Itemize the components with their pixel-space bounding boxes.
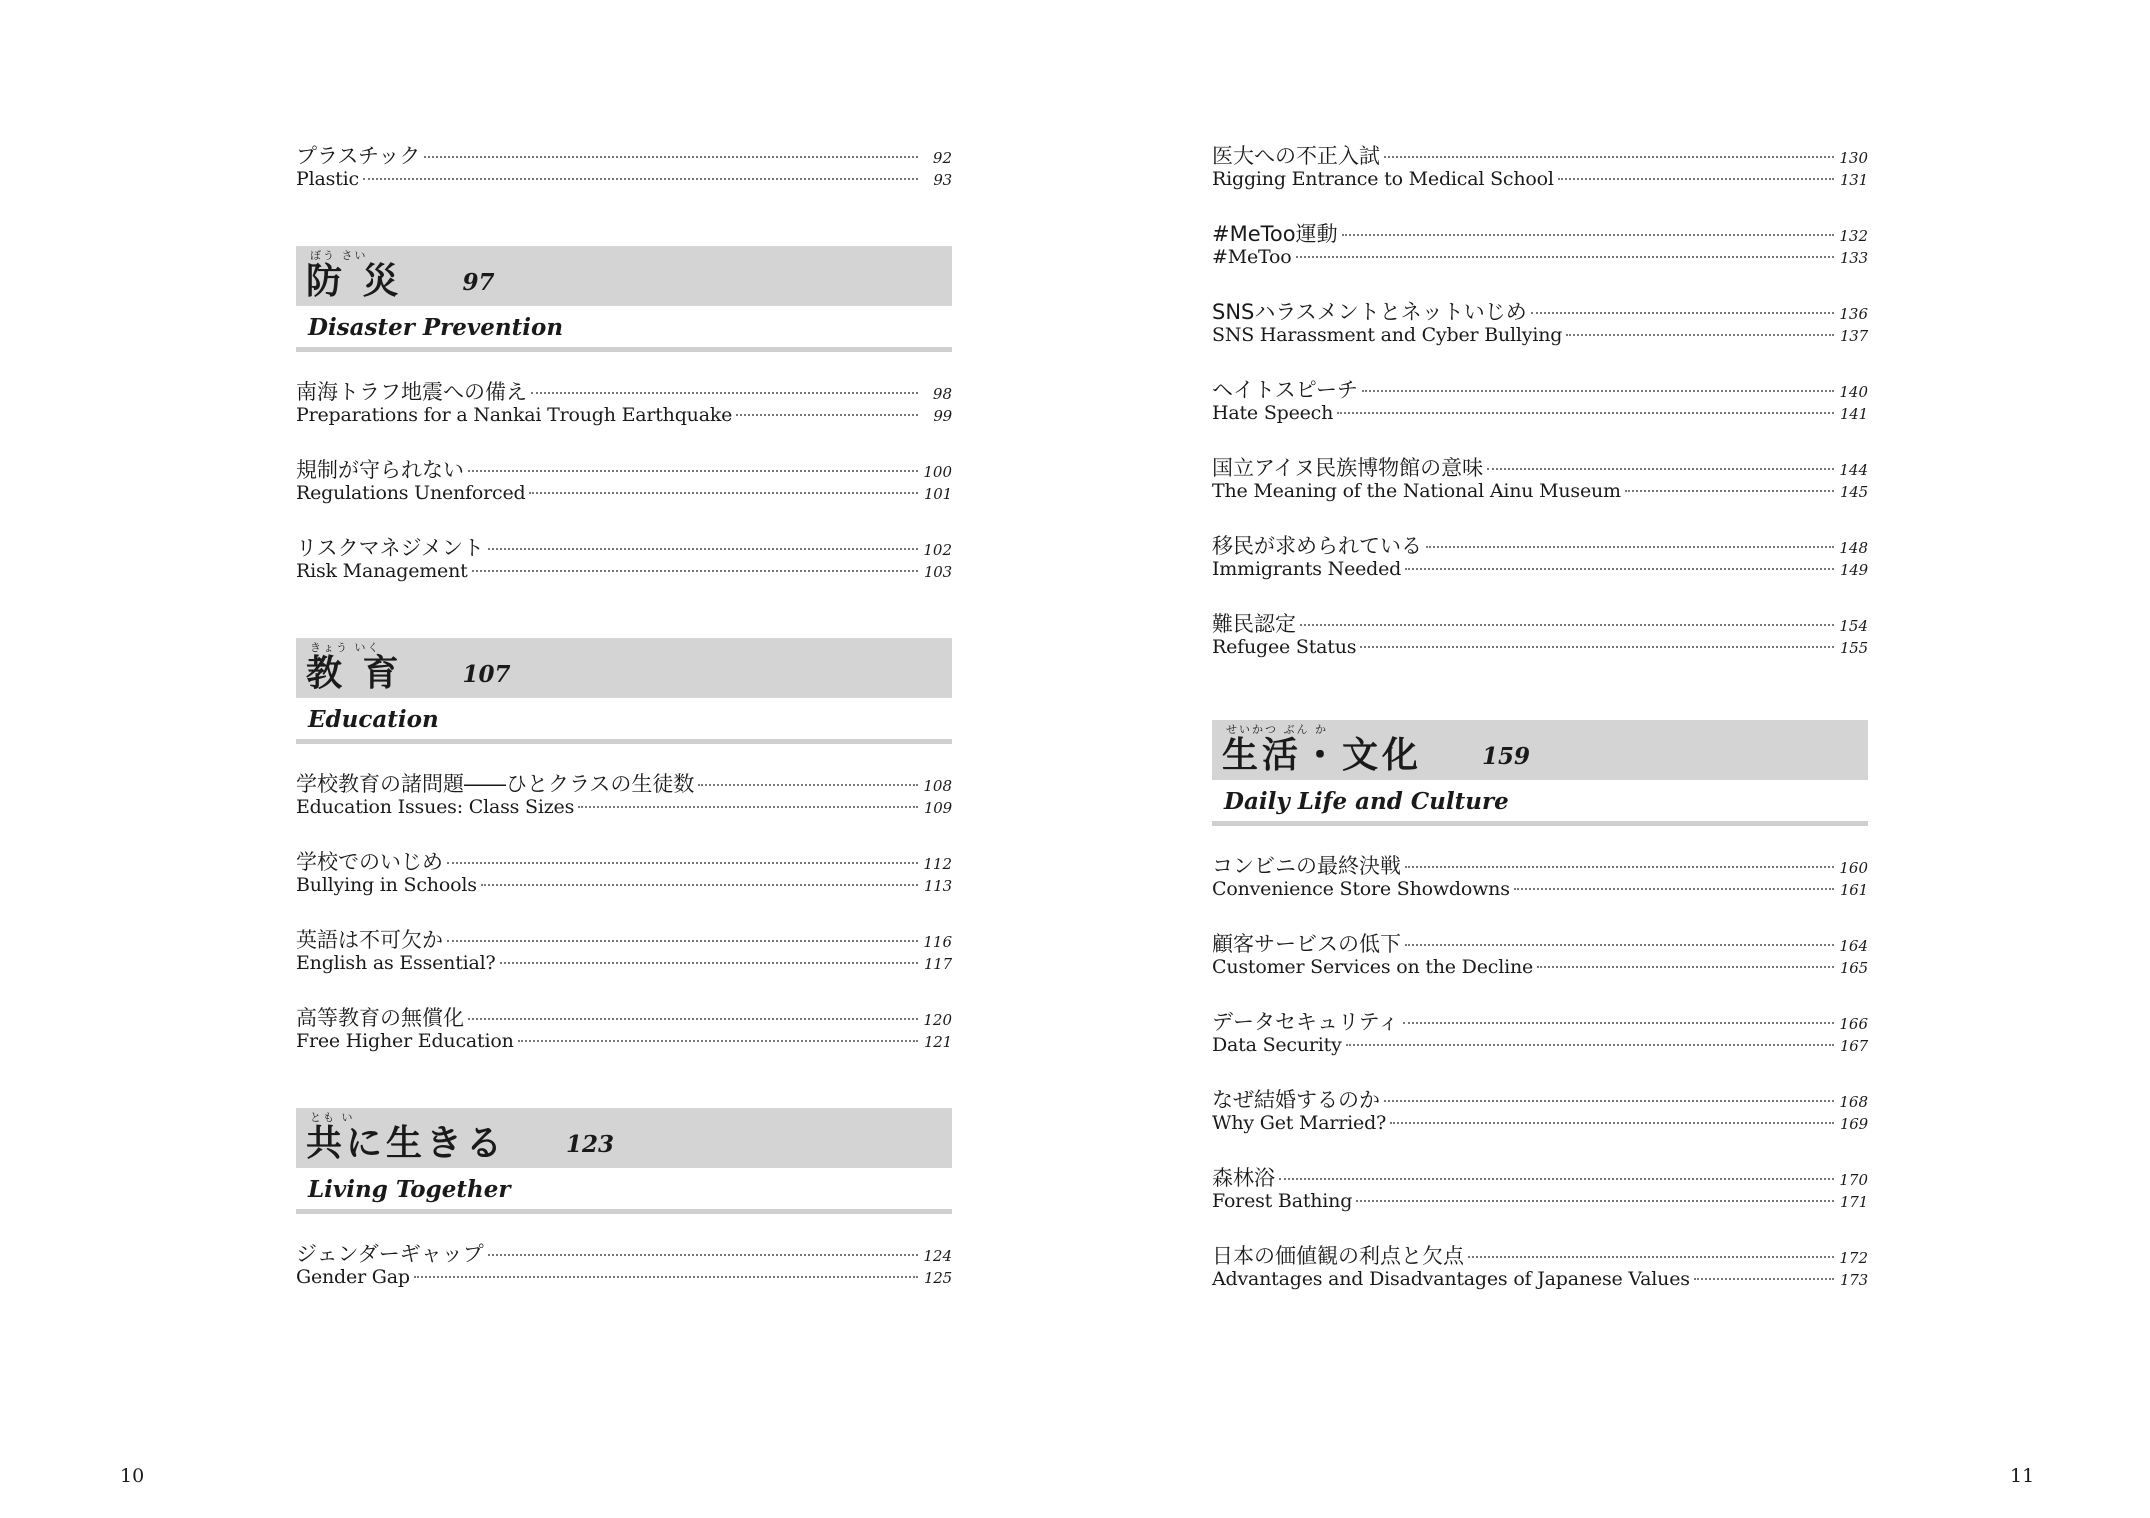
toc-line-en[interactable] [1212, 402, 1868, 430]
toc-title-en: SNS Harassment and Cyber Bullying [1212, 324, 1563, 346]
toc-entry [1212, 928, 1868, 984]
toc-line-en[interactable] [1212, 636, 1868, 664]
toc-title-en: Rigging Entrance to Medical School [1212, 168, 1554, 190]
section-header [296, 638, 952, 698]
dot-leader [698, 784, 918, 786]
toc-line-en[interactable] [1212, 558, 1868, 586]
toc-title-jp: 森林浴 [1212, 1166, 1275, 1190]
toc-page-number: 100 [923, 463, 952, 481]
dot-leader [1537, 966, 1834, 968]
dot-leader [529, 492, 918, 494]
toc-entry [296, 1238, 952, 1294]
toc-line-jp[interactable] [296, 846, 952, 874]
toc-entry [1212, 452, 1868, 508]
toc-line-en[interactable] [1212, 956, 1868, 984]
toc-title-en: Plastic [296, 168, 359, 190]
toc-entry [1212, 1006, 1868, 1062]
toc-title-jp: リスクマネジメント [296, 536, 484, 560]
section-furigana: ぼう さい [310, 249, 368, 262]
toc-section [1212, 720, 1868, 1296]
toc-title-jp: なぜ結婚するのか [1212, 1088, 1380, 1112]
dot-leader [1342, 234, 1834, 236]
toc-page-number: 171 [1839, 1193, 1868, 1211]
toc-title-jp: 高等教育の無償化 [296, 1006, 464, 1030]
toc-title-en: #MeToo [1212, 246, 1292, 268]
section-title-jp: 共に生きる [306, 1123, 507, 1164]
toc-title-jp: 移民が求められている [1212, 534, 1422, 558]
toc-line-en[interactable] [1212, 1268, 1868, 1296]
toc-title-en: Immigrants Needed [1212, 558, 1402, 580]
toc-title-jp: 英語は不可欠か [296, 928, 443, 952]
dot-leader [472, 570, 918, 572]
dot-leader [500, 962, 918, 964]
dot-leader [481, 884, 918, 886]
toc-line-en[interactable] [296, 1030, 952, 1058]
toc-line-en[interactable] [296, 168, 952, 196]
toc-entry [296, 454, 952, 510]
toc-title-en: Education Issues: Class Sizes [296, 796, 575, 818]
toc-entry [296, 532, 952, 588]
toc-title-en: Gender Gap [296, 1266, 410, 1288]
toc-page-number: 160 [1839, 859, 1868, 877]
toc-title-en: Bullying in Schools [296, 874, 477, 896]
toc-title-jp: ヘイトスピーチ [1212, 378, 1358, 402]
toc-title-jp: 学校教育の諸問題――ひとクラスの生徒数 [296, 772, 695, 796]
toc-entry [1212, 608, 1868, 664]
toc-entry [1212, 850, 1868, 906]
toc-title-jp: SNSハラスメントとネットいじめ [1212, 300, 1527, 324]
toc-page-number: 144 [1839, 461, 1868, 479]
toc-title-en: English as Essential? [296, 952, 496, 974]
toc-line-en[interactable] [296, 560, 952, 588]
left-page-toc [296, 140, 952, 1318]
toc-page-number: 103 [923, 563, 952, 581]
toc-page-number: 165 [1839, 959, 1868, 977]
dot-leader [414, 1276, 918, 1278]
toc-page-number: 149 [1839, 561, 1868, 579]
dot-leader [1405, 944, 1834, 946]
toc-line-jp[interactable] [1212, 608, 1868, 636]
toc-line-en[interactable] [1212, 168, 1868, 196]
toc-page-number: 168 [1839, 1093, 1868, 1111]
dot-leader [1384, 156, 1834, 158]
toc-line-en[interactable] [296, 404, 952, 432]
toc-title-en: Advantages and Disadvantages of Japanese Values [1212, 1268, 1690, 1290]
toc-line-en[interactable] [296, 952, 952, 980]
toc-page-number: 132 [1839, 227, 1868, 245]
dot-leader [1694, 1278, 1834, 1280]
toc-line-jp[interactable] [296, 376, 952, 404]
section-header [296, 1108, 952, 1168]
dot-leader [1296, 256, 1835, 258]
toc-line-jp[interactable] [1212, 1162, 1868, 1190]
toc-entry [1212, 374, 1868, 430]
dot-leader [447, 862, 918, 864]
toc-line-en[interactable] [296, 874, 952, 902]
toc-page-number: 155 [1839, 639, 1868, 657]
dot-leader [1405, 866, 1834, 868]
toc-entry [296, 924, 952, 980]
dot-leader [1468, 1256, 1834, 1258]
toc-page-number: 117 [923, 955, 952, 973]
dot-leader [1426, 546, 1834, 548]
toc-title-jp: 南海トラフ地震への備え [296, 380, 527, 404]
toc-line-jp[interactable] [1212, 1006, 1868, 1034]
toc-entry [1212, 530, 1868, 586]
toc-page-number: 109 [923, 799, 952, 817]
toc-line-jp[interactable] [296, 454, 952, 482]
toc-page-number: 130 [1839, 149, 1868, 167]
toc-line-jp[interactable] [1212, 850, 1868, 878]
toc-line-jp[interactable] [1212, 140, 1868, 168]
toc-entry [1212, 1162, 1868, 1218]
toc-page-number: 164 [1839, 937, 1868, 955]
toc-title-en: Customer Services on the Decline [1212, 956, 1534, 978]
toc-page-number: 116 [923, 933, 952, 951]
toc-title-jp: 国立アイヌ民族博物館の意味 [1212, 456, 1484, 480]
section-page-number: 107 [462, 661, 511, 688]
toc-page-number: 137 [1839, 327, 1868, 345]
toc-line-en[interactable] [1212, 1190, 1868, 1218]
toc-line-jp[interactable] [1212, 452, 1868, 480]
toc-title-en: Why Get Married? [1212, 1112, 1387, 1134]
toc-page-number: 166 [1839, 1015, 1868, 1033]
toc-entry [1212, 218, 1868, 274]
toc-line-en[interactable] [296, 482, 952, 510]
toc-line-en[interactable] [296, 1266, 952, 1294]
toc-title-jp: 日本の価値観の利点と欠点 [1212, 1244, 1464, 1268]
toc-title-en: Free Higher Education [296, 1030, 514, 1052]
toc-page-number: 140 [1839, 383, 1868, 401]
toc-page-number: 167 [1839, 1037, 1868, 1055]
toc-entry [1212, 1240, 1868, 1296]
toc-page-number: 172 [1839, 1249, 1868, 1267]
dot-leader [578, 806, 918, 808]
toc-title-en: Risk Management [296, 560, 468, 582]
toc-line-jp[interactable] [1212, 1084, 1868, 1112]
toc-line-jp[interactable] [296, 1238, 952, 1266]
toc-entry [296, 1002, 952, 1058]
toc-title-jp: データセキュリティ [1212, 1010, 1399, 1034]
toc-title-jp: プラスチック [296, 144, 421, 168]
toc-title-jp: 医大への不正入試 [1212, 144, 1380, 168]
dot-leader [1360, 646, 1834, 648]
toc-page-number: 113 [923, 877, 952, 895]
dot-leader [488, 1254, 918, 1256]
toc-page-number: 136 [1839, 305, 1868, 323]
toc-line-en[interactable] [1212, 324, 1868, 352]
page-number-right: 11 [2010, 1465, 2035, 1487]
toc-entry [296, 140, 952, 196]
toc-title-en: Forest Bathing [1212, 1190, 1353, 1212]
toc-title-en: Refugee Status [1212, 636, 1357, 658]
toc-line-en[interactable] [1212, 1034, 1868, 1062]
toc-page-number: 170 [1839, 1171, 1868, 1189]
dot-leader [468, 470, 918, 472]
dot-leader [1514, 888, 1834, 890]
toc-page-number: 102 [923, 541, 952, 559]
toc-title-en: Hate Speech [1212, 402, 1334, 424]
toc-title-en: Regulations Unenforced [296, 482, 526, 504]
toc-line-jp[interactable] [296, 532, 952, 560]
section-header [296, 246, 952, 306]
toc-entry [1212, 296, 1868, 352]
toc-title-en: The Meaning of the National Ainu Museum [1212, 480, 1621, 502]
toc-page-number: 154 [1839, 617, 1868, 635]
toc-section [296, 246, 952, 588]
toc-section [296, 1108, 952, 1294]
dot-leader [447, 940, 918, 942]
toc-title-jp: 学校でのいじめ [296, 850, 443, 874]
toc-title-jp: 難民認定 [1212, 612, 1296, 636]
toc-line-en[interactable] [1212, 1112, 1868, 1140]
section-page-number: 97 [462, 269, 495, 296]
dot-leader [1487, 468, 1834, 470]
toc-line-en[interactable] [1212, 480, 1868, 508]
dot-leader [363, 178, 918, 180]
toc-page-number: 161 [1839, 881, 1868, 899]
toc-line-jp[interactable] [1212, 530, 1868, 558]
page-number-left: 10 [120, 1465, 145, 1487]
dot-leader [1558, 178, 1834, 180]
toc-line-jp[interactable] [296, 924, 952, 952]
dot-leader [1531, 312, 1834, 314]
section-title-jp: 教 育 [306, 653, 403, 694]
section-title-en: Disaster Prevention [296, 306, 952, 352]
toc-page-number: 98 [932, 385, 952, 403]
toc-entry [1212, 1084, 1868, 1140]
section-page-number: 159 [1482, 743, 1531, 770]
dot-leader [1566, 334, 1834, 336]
section-title-en: Daily Life and Culture [1212, 780, 1868, 826]
toc-page-number: 124 [923, 1247, 952, 1265]
toc-page-number: 133 [1839, 249, 1868, 267]
toc-page-number: 141 [1839, 405, 1868, 423]
dot-leader [1346, 1044, 1834, 1046]
toc-section [296, 638, 952, 1058]
toc-page-number: 108 [923, 777, 952, 795]
toc-line-jp[interactable] [296, 768, 952, 796]
toc-line-en[interactable] [296, 796, 952, 824]
dot-leader [1279, 1178, 1834, 1180]
toc-entry [1212, 140, 1868, 196]
dot-leader [468, 1018, 918, 1020]
toc-title-en: Data Security [1212, 1034, 1342, 1056]
toc-entry [296, 846, 952, 902]
dot-leader [424, 156, 918, 158]
toc-line-jp[interactable] [1212, 218, 1868, 246]
toc-title-en: Preparations for a Nankai Trough Earthquake [296, 404, 733, 426]
dot-leader [1356, 1200, 1834, 1202]
toc-line-en[interactable] [1212, 246, 1868, 274]
toc-page-number: 99 [933, 407, 952, 425]
section-title-en: Living Together [296, 1168, 952, 1214]
dot-leader [736, 414, 918, 416]
toc-page-number: 131 [1839, 171, 1868, 189]
dot-leader [1405, 568, 1834, 570]
dot-leader [1384, 1100, 1834, 1102]
dot-leader [1390, 1122, 1834, 1124]
toc-page-number: 145 [1839, 483, 1868, 501]
toc-page-number: 148 [1839, 539, 1868, 557]
section-furigana: きょう いく [310, 641, 381, 654]
toc-page-number: 112 [923, 855, 952, 873]
toc-title-jp: ジェンダーギャップ [296, 1242, 484, 1266]
dot-leader [1300, 624, 1834, 626]
toc-title-jp: #MeToo運動 [1212, 222, 1338, 246]
dot-leader [488, 548, 918, 550]
toc-title-en: Convenience Store Showdowns [1212, 878, 1510, 900]
toc-line-jp[interactable] [1212, 928, 1868, 956]
toc-page-number: 173 [1839, 1271, 1868, 1289]
dot-leader [1337, 412, 1834, 414]
section-title-jp: 防 災 [306, 261, 403, 302]
toc-page-number: 121 [923, 1033, 952, 1051]
toc-line-jp[interactable] [296, 1002, 952, 1030]
toc-title-jp: コンビニの最終決戦 [1212, 854, 1401, 878]
toc-page-number: 92 [932, 149, 952, 167]
toc-line-jp[interactable] [1212, 296, 1868, 324]
dot-leader [1403, 1022, 1834, 1024]
section-header [1212, 720, 1868, 780]
toc-page-number: 120 [923, 1011, 952, 1029]
toc-line-jp[interactable] [1212, 1240, 1868, 1268]
toc-line-jp[interactable] [1212, 374, 1868, 402]
toc-page-number: 101 [923, 485, 952, 503]
toc-line-jp[interactable] [296, 140, 952, 168]
dot-leader [1362, 390, 1834, 392]
toc-entry [296, 376, 952, 432]
section-furigana: せいかつ ぶん か [1226, 723, 1328, 736]
right-page-toc [1212, 140, 1868, 1320]
toc-page-number: 125 [923, 1269, 952, 1287]
toc-line-en[interactable] [1212, 878, 1868, 906]
toc-entry [296, 768, 952, 824]
toc-title-jp: 規制が守られない [296, 458, 464, 482]
section-page-number: 123 [566, 1131, 615, 1158]
toc-title-jp: 顧客サービスの低下 [1212, 932, 1401, 956]
section-title-en: Education [296, 698, 952, 744]
dot-leader [518, 1040, 918, 1042]
dot-leader [531, 392, 918, 394]
section-furigana: とも い [310, 1111, 355, 1124]
toc-page-number: 93 [933, 171, 952, 189]
toc-page-number: 169 [1839, 1115, 1868, 1133]
section-title-jp: 生活・文化 [1222, 735, 1423, 776]
dot-leader [1625, 490, 1834, 492]
